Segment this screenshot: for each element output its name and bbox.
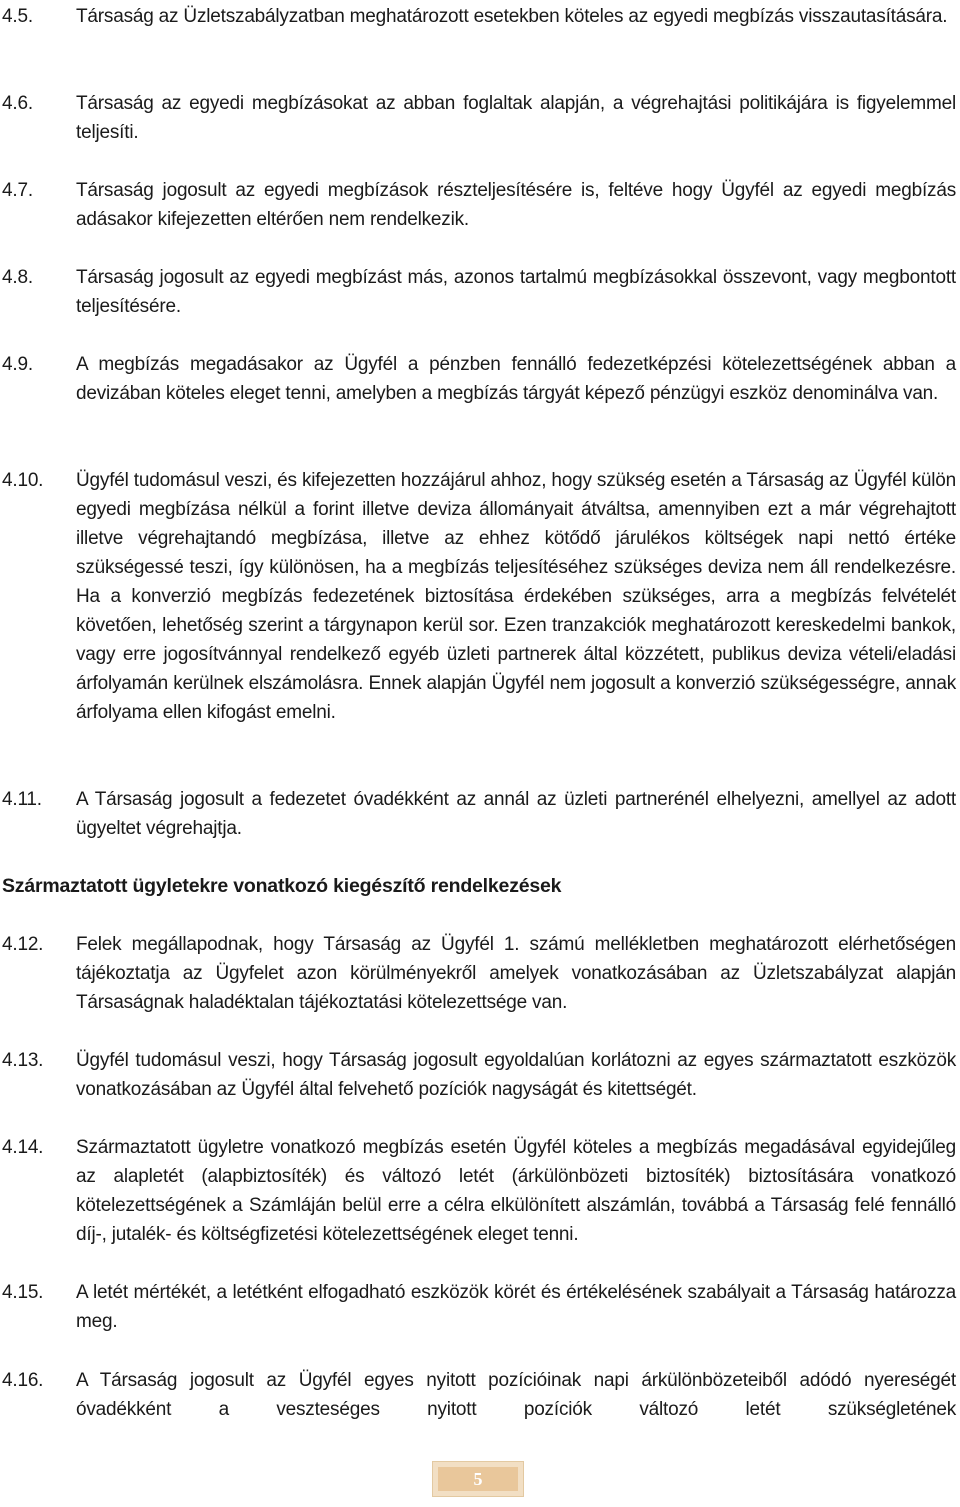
clause-text: A letét mértékét, a letétként elfogadható eszközök körét és értékelésének szabályait a Társaság határozza meg. xyxy=(76,1282,956,1332)
clause-number: 4.7. xyxy=(2,180,33,201)
clause-number: 4.15. xyxy=(2,1282,44,1303)
clause-text: Ügyfél tudomásul veszi, hogy Társaság jogosult egyoldalúan korlátozni az egyes származtatott eszközök vonatkozásában az Ügyfél által felvehető pozíciók nagyságát és kitettségét. xyxy=(76,1050,956,1100)
page-number-badge xyxy=(432,1461,524,1497)
clause-text: A Társaság jogosult a fedezetet óvadékként az annál az üzleti partnerénél elhelyezni, amellyel az adott ügyeltet végrehajtja. xyxy=(76,789,956,839)
clause-number: 4.9. xyxy=(2,354,33,375)
clause-number: 4.8. xyxy=(2,267,33,288)
clause-number: 4.12. xyxy=(2,934,44,955)
clause-number: 4.5. xyxy=(2,6,33,27)
section-heading: Származtatott ügyletekre vonatkozó kiegészítő rendelkezések xyxy=(2,875,562,897)
clause-number: 4.11. xyxy=(2,789,42,810)
clause-number: 4.13. xyxy=(2,1050,44,1071)
page-number: 5 xyxy=(438,1467,518,1491)
clause-number: 4.14. xyxy=(2,1137,44,1158)
clause-text: Társaság az Üzletszabályzatban meghatározott esetekben köteles az egyedi megbízás visszautasítására. xyxy=(76,6,948,27)
clause-text: Társaság az egyedi megbízásokat az abban foglaltak alapján, a végrehajtási politikájára is figyelemmel teljesíti. xyxy=(76,93,956,143)
clause-number: 4.16. xyxy=(2,1370,44,1391)
clause-text: Társaság jogosult az egyedi megbízást más, azonos tartalmú megbízásokkal összevont, vagy megbontott teljesítésére. xyxy=(76,267,956,317)
clause-text: A megbízás megadásakor az Ügyfél a pénzben fennálló fedezetképzési kötelezettségének abban a devizában köteles eleget tenni, amelyben a megbízás tárgyát képező pénzügyi eszköz denominálva van. xyxy=(76,354,956,404)
clause-text: Származtatott ügyletre vonatkozó megbízás esetén Ügyfél köteles a megbízás megadásával egyidejűleg az alapletét (alapbiztosíték) és változó letét (árkülönbözeti biztosíték) biztosítására vonatkozó kötelezettségének a Számláján belül erre a célra elkülönített alszámlán, továbbá a Társaság felé fennálló díj-, jutalék- és költségfizetési kötelezettségének eleget tenni. xyxy=(76,1137,956,1245)
clause-number: 4.10. xyxy=(2,470,44,491)
clause-text: Ügyfél tudomásul veszi, és kifejezetten hozzájárul ahhoz, hogy szükség esetén a Társaság az Ügyfél külön egyedi megbízása nélkül a forint illetve deviza állományait átváltsa, amennyiben ezt a már végrehajtott illetve végrehajtandó megbízása, illetve az ehhez kötődő járulékos költségek napi nettó értéke szükségessé teszi, így különösen, ha a megbízás teljesítéséhez szükséges deviza nem áll rendelkezésre. Ha a konverzió megbízás fedezetének biztosítása érdekében szükséges, arra a megbízás felvételét követően, lehetőség szerint a tárgynapon kerül sor. Ezen tranzakciók meghatározott kereskedelmi bankok, vagy erre jogosítvánnyal rendelkező egyéb üzleti partnerek által közzétett, publikus deviza vételi/eladási árfolyamán kerülnek elszámolásra. Ennek alapján Ügyfél nem jogosult a konverzió szükségességre, annak árfolyama ellen kifogást emelni. xyxy=(76,470,956,723)
clause-number: 4.6. xyxy=(2,93,33,114)
clause-text: Társaság jogosult az egyedi megbízások részteljesítésére is, feltéve hogy Ügyfél az egyedi megbízás adásakor kifejezetten eltérően nem rendelkezik. xyxy=(76,180,956,230)
clause-text: A Társaság jogosult az Ügyfél egyes nyitott pozícióinak napi árkülönbözeteiből adódó nyereségét óvadékként a veszteséges nyitott pozíciók változó letét szükségletének xyxy=(76,1370,956,1420)
clause-text: Felek megállapodnak, hogy Társaság az Ügyfél 1. számú mellékletben meghatározott elérhetőségen tájékoztatja az Ügyfelet azon körülményekről amelyek vonatkozásában az Üzletszabályzat alapján Társaságnak haladéktalan tájékoztatási kötelezettsége van. xyxy=(76,934,956,1013)
